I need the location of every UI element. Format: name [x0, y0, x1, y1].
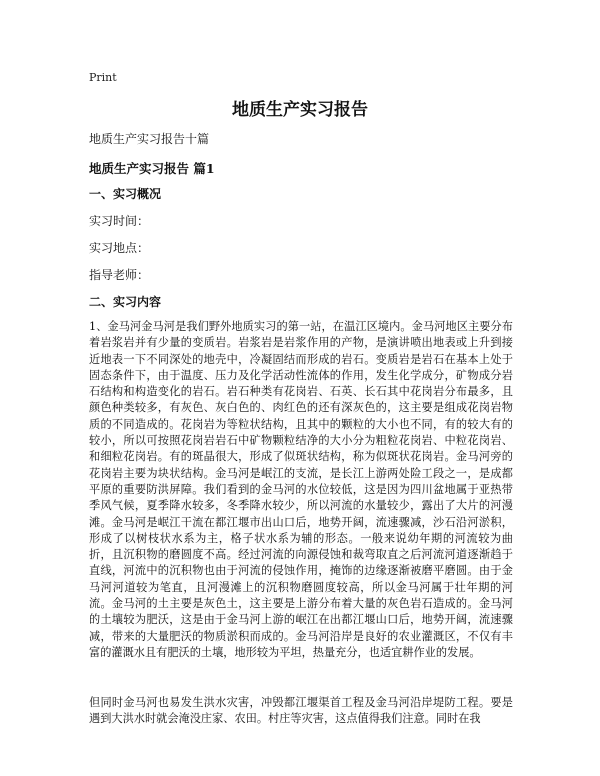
field-teacher: 指导老师： [89, 268, 150, 282]
field-place: 实习地点： [89, 241, 150, 255]
document-subtitle: 地质生产实习报告十篇 [89, 132, 210, 146]
paragraph-flood: 但同时金马河也易发生洪水灾害，冲毁都江堰渠首工程及金马河沿岸堤防工程。要是遇到大洪水时就会淹没庄家、农田。村庄等灾害，这点值得我们注意。同时在我 [89, 696, 513, 726]
heading-content: 二、实习内容 [89, 295, 162, 309]
field-time: 实习时间： [89, 214, 150, 228]
paragraph-jinma-river: 1、金马河金马河是我们野外地质实习的第一站，在温江区境内。金马河地区主要分布着岩浆岩并有少量的变质岩。岩浆岩是岩浆作用的产物，是演讲喷出地表或上升到接近地表一下不同深处的地壳中，冷凝固结而形成的岩石。变质岩是岩石在基本上处于固态条件下，由于温度、压力及化学活动性流体的作用，发生化学成分，矿物成分岩石结构和构造变化的岩石。岩石种类有花岗岩、石英、长石其中花岗岩分布最多，且颜色种类较多，有灰色、灰白色的、肉红色的还有深灰色的，这主要是组成花岗岩物质的不同造成的。花岗岩为等粒状结构，且其中的颗粒的大小也不同，有的较大有的较小，所以可按照花岗岩岩石中矿物颗粒结净的大小分为粗粒花岗岩、中粒花岗岩、和细粒花岗岩。有的斑晶很大，形成了似斑状结构，称为似斑状花岗岩。金马河旁的花岗岩主要为块状结构。金马河是岷江的支流，是长江上游两处险工段之一，是成都平原的重要防洪屏障。我们看到的金马河的水位较低，这是因为四川盆地属于亚热带季风气候，夏季降水较多，冬季降水较少，所以河流的水量较少，露出了大片的河漫滩。金马河是岷江干流在都江堰市出山口后，地势开阔，流速骤减，沙石沿河淤积，形成了以树枝状水系为主，格子状水系为辅的形态。一般来说幼年期的河流较为曲折，且沉积物的磨圆度不高。经过河流的向源侵蚀和裁弯取直之后河流河道逐渐趋于直线，河流中的沉积物也由于河流的侵蚀作用，掩饰的边缘逐渐被磨平磨圆。由于金马河河道较为笔直，且河漫滩上的沉积物磨圆度较高，所以金马河属于壮年期的河流。金马河的土主要是灰色土，这主要是上游分布着大量的灰色岩石造成的。金马河的土壤较为肥沃，这是由于金马河上游的岷江在出都江堰山口后，地势开阔，流速骤减，带来的大量肥沃的物质淤积而成的。金马河沿岸是良好的农业灌溉区，不仅有丰富的灌溉水且有肥沃的土壤，地形较为平坦，热量充分，也适宜耕作业的发展。 [89, 320, 513, 659]
print-link[interactable]: Print [89, 71, 117, 84]
section-title: 地质生产实习报告 篇1 [89, 161, 215, 176]
heading-overview: 一、实习概况 [89, 187, 162, 201]
document-title: 地质生产实习报告 [232, 100, 368, 120]
